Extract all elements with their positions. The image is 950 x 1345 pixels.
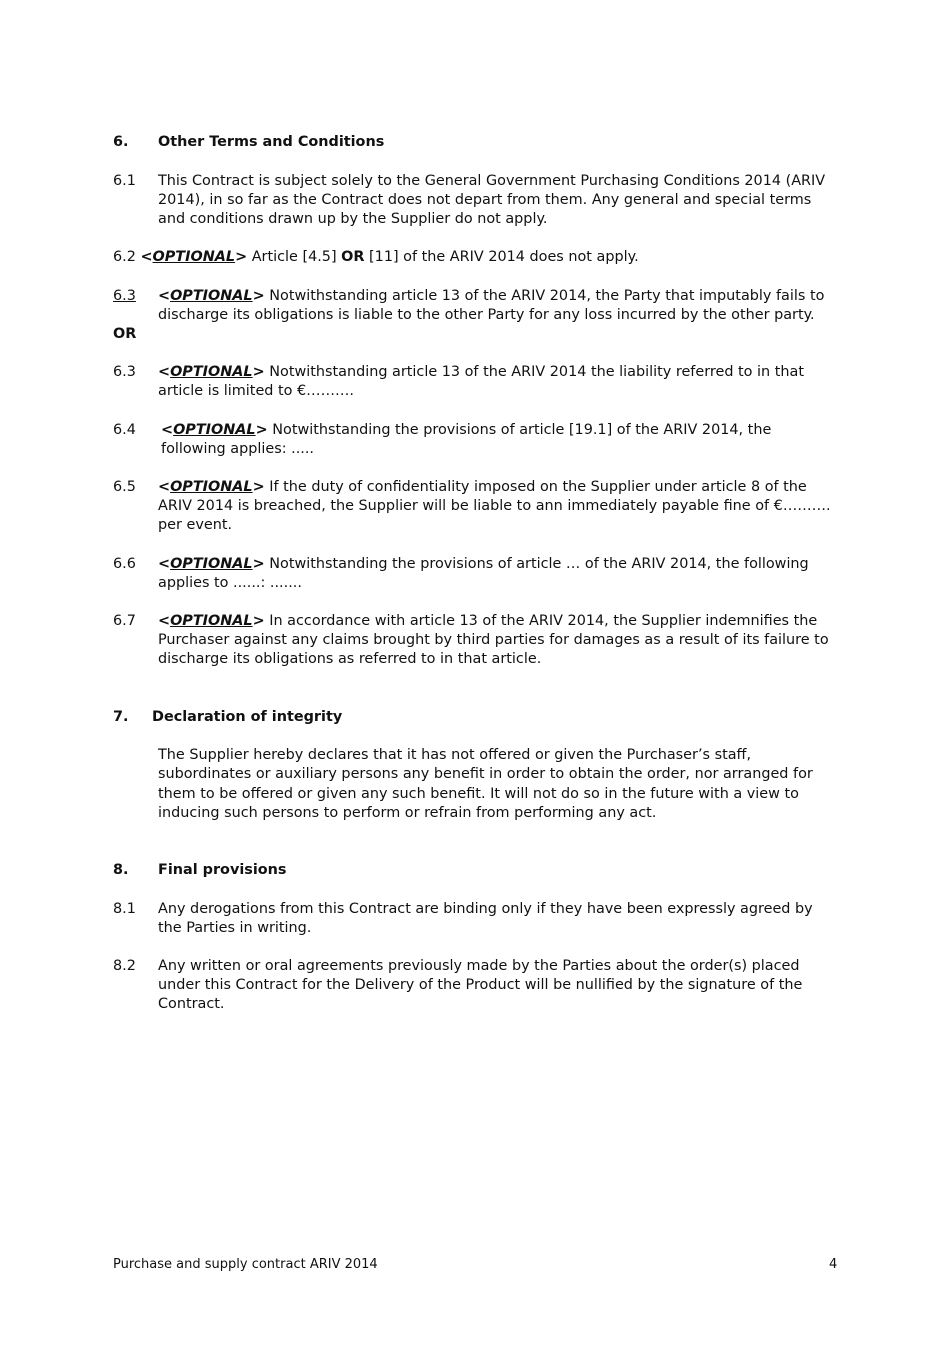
optional-open-bracket: <	[158, 364, 171, 380]
optional-open-bracket: <	[158, 288, 171, 304]
clause-6-1-number: 6.1	[113, 173, 136, 189]
clause-6-2-number: 6.2	[113, 249, 136, 265]
clause-6-5-line-1	[158, 478, 807, 497]
clause-6-6-text-1: Notwithstanding the provisions of article … of the ARIV 2014, the following	[264, 556, 809, 572]
optional-tag: OPTIONAL	[170, 613, 253, 629]
optional-close-bracket: >	[252, 364, 265, 380]
clause-8-1-line-2: the Parties in writing.	[158, 920, 312, 936]
clause-6-3a-text-1: Notwithstanding article 13 of the ARIV 2014, the Party that imputably fails to	[264, 288, 825, 304]
clause-6-1-line-1: This Contract is subject solely to the General Government Purchasing Conditions 2014 (ARIV	[158, 173, 826, 189]
optional-close-bracket: >	[235, 249, 248, 265]
section-8-title: Final provisions	[158, 862, 287, 878]
section-7-line-3: them to be offered or given any such benefit. It will not do so in the future with a view to	[158, 786, 799, 802]
clause-6-6-line-2: applies to ......: .......	[158, 575, 302, 591]
clause-8-1-line-1: Any derogations from this Contract are binding only if they have been expressly agreed by	[158, 901, 813, 917]
optional-close-bracket: >	[252, 613, 265, 629]
footer-title: Purchase and supply contract ARIV 2014	[113, 1257, 378, 1272]
clause-6-2-text-b: [11] of the ARIV 2014 does not apply.	[364, 249, 639, 265]
optional-tag: OPTIONAL	[170, 556, 253, 572]
clause-6-5-line-2: ARIV 2014 is breached, the Supplier will be liable to ann immediately payable fine of €……….	[158, 498, 831, 514]
optional-close-bracket: >	[252, 479, 265, 495]
clause-6-4-line-1	[161, 421, 771, 440]
optional-open-bracket: <	[158, 556, 171, 572]
section-7-number: 7.	[113, 709, 129, 725]
optional-open-bracket: <	[161, 422, 174, 438]
or-separator: OR	[113, 326, 137, 342]
clause-6-7-line-3: discharge its obligations as referred to in that article.	[158, 651, 542, 667]
clause-6-6-number: 6.6	[113, 556, 136, 572]
clause-6-2-text-a: Article [4.5]	[247, 249, 342, 265]
clause-6-5-number: 6.5	[113, 479, 136, 495]
clause-6-7-line-2: Purchaser against any claims brought by third parties for damages as a result of its failure to	[158, 632, 829, 648]
section-8-number: 8.	[113, 862, 129, 878]
optional-tag: OPTIONAL	[170, 364, 253, 380]
clause-6-3b-text-1: Notwithstanding article 13 of the ARIV 2014 the liability referred to in that	[264, 364, 804, 380]
optional-open-bracket: <	[140, 249, 153, 265]
clause-6-6-line-1	[158, 555, 809, 574]
optional-tag: OPTIONAL	[170, 288, 253, 304]
clause-6-5-text-1: If the duty of confidentiality imposed on the Supplier under article 8 of the	[264, 479, 807, 495]
section-7-line-1: The Supplier hereby declares that it has not offered or given the Purchaser’s staff,	[158, 747, 752, 763]
optional-tag: OPTIONAL	[170, 479, 253, 495]
clause-8-2-line-3: Contract.	[158, 996, 225, 1012]
clause-6-3a-number: 6.3	[113, 288, 136, 304]
section-7-line-4: inducing such persons to perform or refrain from performing any act.	[158, 805, 657, 821]
section-6-title: Other Terms and Conditions	[158, 134, 385, 150]
optional-open-bracket: <	[158, 613, 171, 629]
section-6-number: 6.	[113, 134, 129, 150]
clause-6-4-text-1: Notwithstanding the provisions of article [19.1] of the ARIV 2014, the	[267, 422, 772, 438]
clause-8-2-line-1: Any written or oral agreements previously made by the Parties about the order(s) placed	[158, 958, 800, 974]
section-7-title: Declaration of integrity	[152, 709, 343, 725]
optional-tag: OPTIONAL	[152, 249, 236, 265]
clause-6-7-line-1	[158, 612, 817, 631]
optional-close-bracket: >	[255, 422, 268, 438]
clause-6-1-line-3: and conditions drawn up by the Supplier do not apply.	[158, 211, 548, 227]
clause-6-2-or: OR	[341, 249, 365, 265]
clause-8-1-number: 8.1	[113, 901, 136, 917]
clause-6-2	[113, 248, 639, 267]
clause-6-3b-line-2: article is limited to €……….	[158, 383, 354, 399]
section-7-line-2: subordinates or auxiliary persons any benefit in order to obtain the order, nor arranged for	[158, 766, 813, 782]
clause-6-3b-line-1	[158, 363, 804, 382]
optional-open-bracket: <	[158, 479, 171, 495]
clause-6-7-number: 6.7	[113, 613, 136, 629]
clause-6-3b-number: 6.3	[113, 364, 136, 380]
clause-6-4-line-2: following applies: .....	[161, 441, 314, 457]
clause-6-7-text-1: In accordance with article 13 of the ARIV 2014, the Supplier indemnifies the	[264, 613, 818, 629]
optional-close-bracket: >	[252, 288, 265, 304]
clause-6-4-number: 6.4	[113, 422, 136, 438]
clause-6-3a-line-2: discharge its obligations is liable to the other Party for any loss incurred by the other party.	[158, 307, 815, 323]
page-number: 4	[829, 1257, 838, 1272]
clause-8-2-number: 8.2	[113, 958, 136, 974]
clause-6-1-line-2: 2014), in so far as the Contract does not depart from them. Any general and special terms	[158, 192, 812, 208]
clause-8-2-line-2: under this Contract for the Delivery of the Product will be nullified by the signature of the	[158, 977, 803, 993]
clause-6-3a-line-1	[158, 287, 824, 306]
clause-6-5-line-3: per event.	[158, 517, 233, 533]
optional-tag: OPTIONAL	[173, 422, 256, 438]
optional-close-bracket: >	[252, 556, 265, 572]
